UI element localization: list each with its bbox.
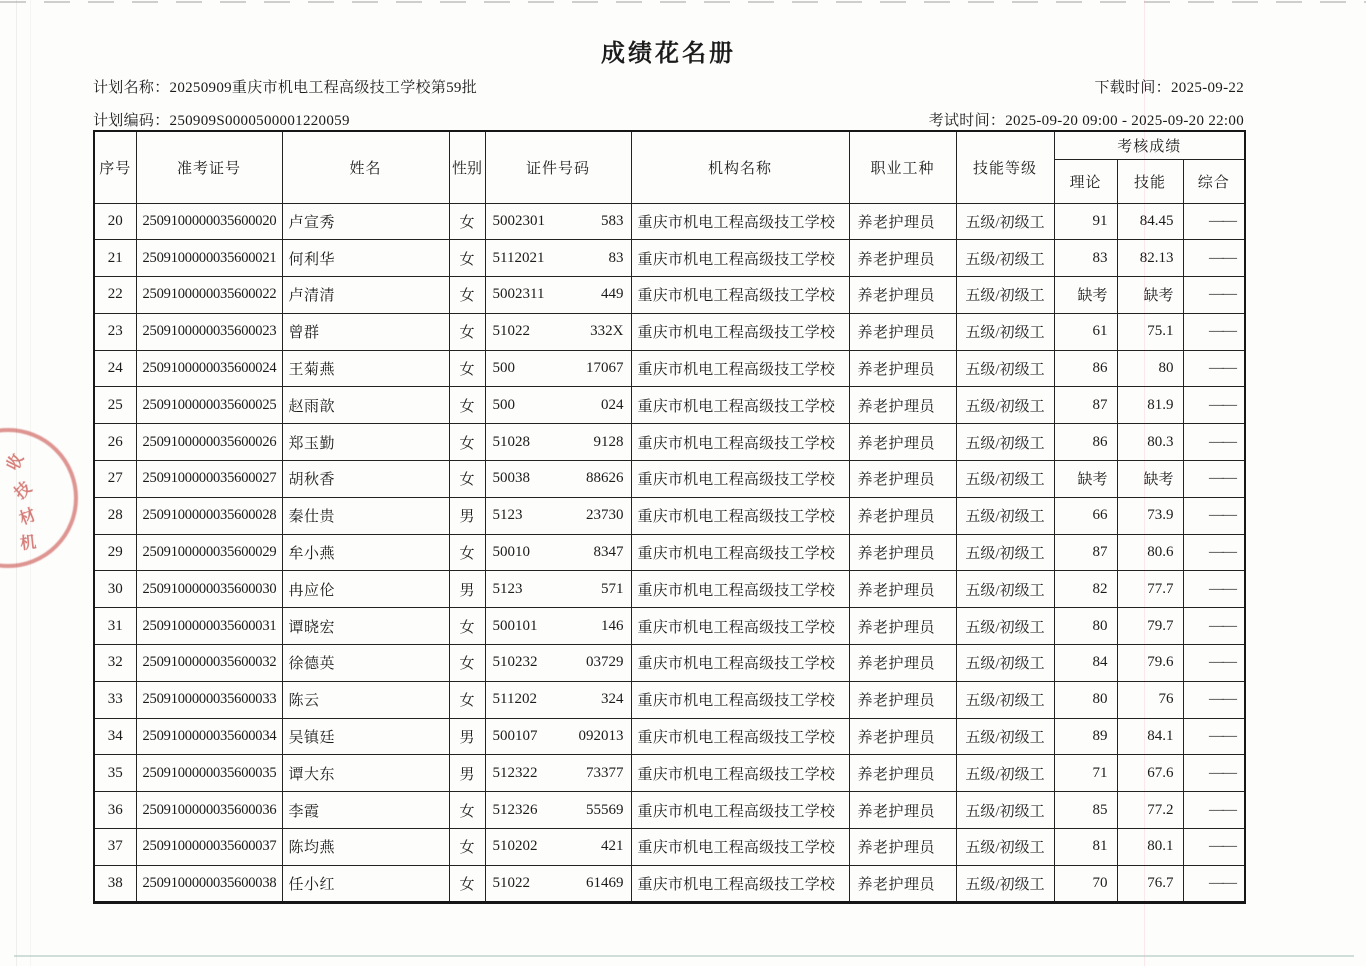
cell-row-number: 26 bbox=[94, 424, 136, 461]
cell-gender: 女 bbox=[449, 681, 485, 718]
cell-occupation: 养老护理员 bbox=[849, 387, 956, 424]
cell-skill-score: 80 bbox=[1117, 350, 1183, 387]
scan-artifact-bottom-edge bbox=[14, 955, 1354, 957]
cell-theory-score: 61 bbox=[1054, 313, 1117, 350]
cell-theory-score: 85 bbox=[1054, 792, 1117, 829]
cell-id-number: 5002311 449 bbox=[485, 277, 631, 314]
cell-org-name: 重庆市机电工程高级技工学校 bbox=[631, 313, 849, 350]
cell-id-number: 511202 324 bbox=[485, 681, 631, 718]
cell-exam-id: 2509100000035600028 bbox=[136, 497, 282, 534]
cell-id-number: 500101 146 bbox=[485, 608, 631, 645]
cell-id-number: 500 024 bbox=[485, 387, 631, 424]
cell-id-number: 50038 88626 bbox=[485, 461, 631, 498]
cell-name: 曾群 bbox=[282, 313, 449, 350]
table-row bbox=[94, 277, 1245, 314]
exam-time-value: 2025-09-20 09:00 - 2025-09-20 22:00 bbox=[1005, 113, 1244, 129]
cell-gender: 女 bbox=[449, 792, 485, 829]
cell-overall-score: —— bbox=[1183, 277, 1245, 314]
cell-overall-score: —— bbox=[1183, 608, 1245, 645]
cell-skill-level: 五级/初级工 bbox=[956, 313, 1054, 350]
cell-name: 徐德英 bbox=[282, 645, 449, 682]
cell-gender: 女 bbox=[449, 645, 485, 682]
table-row bbox=[94, 203, 1245, 240]
cell-id-number: 5002301 583 bbox=[485, 203, 631, 240]
cell-row-number: 28 bbox=[94, 497, 136, 534]
cell-skill-score: 76 bbox=[1117, 681, 1183, 718]
scan-artifact-top-edge bbox=[0, 1, 1366, 3]
cell-skill-level: 五级/初级工 bbox=[956, 718, 1054, 755]
cell-name: 陈均燕 bbox=[282, 829, 449, 866]
cell-skill-level: 五级/初级工 bbox=[956, 534, 1054, 571]
cell-occupation: 养老护理员 bbox=[849, 313, 956, 350]
table-row bbox=[94, 534, 1245, 571]
table-row bbox=[94, 645, 1245, 682]
exam-time-line bbox=[929, 111, 1244, 131]
cell-gender: 女 bbox=[449, 240, 485, 277]
cell-row-number: 32 bbox=[94, 645, 136, 682]
cell-exam-id: 2509100000035600027 bbox=[136, 461, 282, 498]
cell-skill-score: 80.6 bbox=[1117, 534, 1183, 571]
cell-name: 冉应伦 bbox=[282, 571, 449, 608]
cell-row-number: 30 bbox=[94, 571, 136, 608]
cell-id-number: 512326 55569 bbox=[485, 792, 631, 829]
cell-exam-id: 2509100000035600032 bbox=[136, 645, 282, 682]
seal-glyph: 技 bbox=[11, 479, 35, 503]
cell-theory-score: 87 bbox=[1054, 534, 1117, 571]
cell-skill-score: 84.1 bbox=[1117, 718, 1183, 755]
cell-org-name: 重庆市机电工程高级技工学校 bbox=[631, 792, 849, 829]
cell-row-number: 20 bbox=[94, 203, 136, 240]
cell-name: 赵雨歆 bbox=[282, 387, 449, 424]
cell-org-name: 重庆市机电工程高级技工学校 bbox=[631, 608, 849, 645]
cell-exam-id: 2509100000035600024 bbox=[136, 350, 282, 387]
cell-org-name: 重庆市机电工程高级技工学校 bbox=[631, 829, 849, 866]
cell-exam-id: 2509100000035600030 bbox=[136, 571, 282, 608]
cell-occupation: 养老护理员 bbox=[849, 792, 956, 829]
col-header-score-group: 考核成绩 bbox=[1054, 131, 1245, 159]
plan-code-label: 计划编码： bbox=[93, 113, 170, 129]
cell-org-name: 重庆市机电工程高级技工学校 bbox=[631, 350, 849, 387]
cell-occupation: 养老护理员 bbox=[849, 829, 956, 866]
cell-name: 吴镇廷 bbox=[282, 718, 449, 755]
table-row bbox=[94, 350, 1245, 387]
table-row bbox=[94, 240, 1245, 277]
table-row bbox=[94, 755, 1245, 792]
cell-overall-score: —— bbox=[1183, 829, 1245, 866]
download-time-label: 下载时间： bbox=[1094, 80, 1171, 96]
download-time-line bbox=[1094, 78, 1244, 98]
cell-id-number: 510232 03729 bbox=[485, 645, 631, 682]
cell-skill-level: 五级/初级工 bbox=[956, 645, 1054, 682]
page-title: 成绩花名册 bbox=[601, 41, 736, 67]
cell-gender: 女 bbox=[449, 608, 485, 645]
table-row bbox=[94, 497, 1245, 534]
cell-row-number: 22 bbox=[94, 277, 136, 314]
seal-glyph: 材 bbox=[17, 506, 39, 529]
cell-theory-score: 缺考 bbox=[1054, 277, 1117, 314]
cell-theory-score: 87 bbox=[1054, 387, 1117, 424]
table-row bbox=[94, 461, 1245, 498]
cell-row-number: 37 bbox=[94, 829, 136, 866]
cell-skill-score: 75.1 bbox=[1117, 313, 1183, 350]
plan-code-line bbox=[93, 111, 350, 131]
cell-name: 谭大东 bbox=[282, 755, 449, 792]
cell-overall-score: —— bbox=[1183, 681, 1245, 718]
cell-occupation: 养老护理员 bbox=[849, 571, 956, 608]
plan-name-value: 20250909重庆市机电工程高级技工学校第59批 bbox=[169, 80, 478, 96]
cell-overall-score: —— bbox=[1183, 497, 1245, 534]
cell-name: 卢清清 bbox=[282, 277, 449, 314]
cell-org-name: 重庆市机电工程高级技工学校 bbox=[631, 534, 849, 571]
cell-theory-score: 82 bbox=[1054, 571, 1117, 608]
cell-name: 何利华 bbox=[282, 240, 449, 277]
cell-skill-level: 五级/初级工 bbox=[956, 829, 1054, 866]
cell-gender: 男 bbox=[449, 497, 485, 534]
col-header-name: 姓名 bbox=[282, 131, 449, 203]
cell-theory-score: 86 bbox=[1054, 424, 1117, 461]
plan-name-line bbox=[93, 78, 477, 98]
table-row bbox=[94, 681, 1245, 718]
cell-occupation: 养老护理员 bbox=[849, 424, 956, 461]
cell-skill-score: 缺考 bbox=[1117, 277, 1183, 314]
cell-org-name: 重庆市机电工程高级技工学校 bbox=[631, 681, 849, 718]
cell-theory-score: 70 bbox=[1054, 865, 1117, 902]
cell-org-name: 重庆市机电工程高级技工学校 bbox=[631, 203, 849, 240]
cell-skill-score: 67.6 bbox=[1117, 755, 1183, 792]
download-time-value: 2025-09-22 bbox=[1171, 80, 1244, 96]
cell-org-name: 重庆市机电工程高级技工学校 bbox=[631, 865, 849, 902]
cell-occupation: 养老护理员 bbox=[849, 497, 956, 534]
cell-exam-id: 2509100000035600022 bbox=[136, 277, 282, 314]
cell-skill-score: 77.2 bbox=[1117, 792, 1183, 829]
col-header-skill-level: 技能等级 bbox=[956, 131, 1054, 203]
cell-org-name: 重庆市机电工程高级技工学校 bbox=[631, 718, 849, 755]
col-header-overall: 综合 bbox=[1183, 159, 1245, 203]
cell-skill-level: 五级/初级工 bbox=[956, 240, 1054, 277]
cell-skill-level: 五级/初级工 bbox=[956, 461, 1054, 498]
col-header-occupation: 职业工种 bbox=[849, 131, 956, 203]
cell-skill-score: 76.7 bbox=[1117, 865, 1183, 902]
cell-name: 胡秋香 bbox=[282, 461, 449, 498]
cell-theory-score: 80 bbox=[1054, 681, 1117, 718]
cell-theory-score: 83 bbox=[1054, 240, 1117, 277]
table-row bbox=[94, 424, 1245, 461]
table-row bbox=[94, 792, 1245, 829]
cell-org-name: 重庆市机电工程高级技工学校 bbox=[631, 424, 849, 461]
cell-skill-level: 五级/初级工 bbox=[956, 350, 1054, 387]
cell-id-number: 5123 571 bbox=[485, 571, 631, 608]
cell-gender: 女 bbox=[449, 424, 485, 461]
table-row bbox=[94, 865, 1245, 902]
table-row bbox=[94, 608, 1245, 645]
score-table-body bbox=[94, 203, 1245, 902]
cell-gender: 女 bbox=[449, 461, 485, 498]
plan-code-value: 250909S0000500001220059 bbox=[169, 113, 350, 129]
cell-exam-id: 2509100000035600021 bbox=[136, 240, 282, 277]
cell-name: 卢宣秀 bbox=[282, 203, 449, 240]
cell-overall-score: —— bbox=[1183, 645, 1245, 682]
cell-id-number: 510202 421 bbox=[485, 829, 631, 866]
cell-skill-score: 80.3 bbox=[1117, 424, 1183, 461]
cell-skill-score: 73.9 bbox=[1117, 497, 1183, 534]
cell-overall-score: —— bbox=[1183, 424, 1245, 461]
cell-row-number: 38 bbox=[94, 865, 136, 902]
cell-id-number: 500107 092013 bbox=[485, 718, 631, 755]
cell-theory-score: 缺考 bbox=[1054, 461, 1117, 498]
exam-time-label: 考试时间： bbox=[928, 113, 1006, 129]
cell-name: 任小红 bbox=[282, 865, 449, 902]
cell-exam-id: 2509100000035600025 bbox=[136, 387, 282, 424]
cell-org-name: 重庆市机电工程高级技工学校 bbox=[631, 277, 849, 314]
cell-skill-level: 五级/初级工 bbox=[956, 203, 1054, 240]
cell-exam-id: 2509100000035600026 bbox=[136, 424, 282, 461]
cell-id-number: 51028 9128 bbox=[485, 424, 631, 461]
cell-occupation: 养老护理员 bbox=[849, 645, 956, 682]
col-header-skill: 技能 bbox=[1117, 159, 1183, 203]
cell-occupation: 养老护理员 bbox=[849, 534, 956, 571]
cell-occupation: 养老护理员 bbox=[849, 203, 956, 240]
cell-occupation: 养老护理员 bbox=[849, 350, 956, 387]
cell-theory-score: 84 bbox=[1054, 645, 1117, 682]
plan-name-label: 计划名称： bbox=[93, 80, 170, 96]
cell-skill-level: 五级/初级工 bbox=[956, 571, 1054, 608]
cell-occupation: 养老护理员 bbox=[849, 608, 956, 645]
col-header-id-number: 证件号码 bbox=[485, 131, 631, 203]
cell-row-number: 35 bbox=[94, 755, 136, 792]
cell-org-name: 重庆市机电工程高级技工学校 bbox=[631, 461, 849, 498]
cell-gender: 女 bbox=[449, 829, 485, 866]
col-header-org-name: 机构名称 bbox=[631, 131, 849, 203]
official-seal-stamp bbox=[0, 428, 78, 568]
cell-skill-score: 81.9 bbox=[1117, 387, 1183, 424]
cell-occupation: 养老护理员 bbox=[849, 718, 956, 755]
cell-row-number: 34 bbox=[94, 718, 136, 755]
cell-overall-score: —— bbox=[1183, 755, 1245, 792]
cell-skill-level: 五级/初级工 bbox=[956, 792, 1054, 829]
cell-org-name: 重庆市机电工程高级技工学校 bbox=[631, 755, 849, 792]
cell-name: 陈云 bbox=[282, 681, 449, 718]
cell-name: 谭晓宏 bbox=[282, 608, 449, 645]
cell-row-number: 23 bbox=[94, 313, 136, 350]
document-meta bbox=[93, 78, 1244, 131]
cell-row-number: 36 bbox=[94, 792, 136, 829]
cell-gender: 女 bbox=[449, 313, 485, 350]
col-header-exam-id: 准考证号 bbox=[136, 131, 282, 203]
cell-id-number: 500 17067 bbox=[485, 350, 631, 387]
cell-exam-id: 2509100000035600035 bbox=[136, 755, 282, 792]
cell-id-number: 50010 8347 bbox=[485, 534, 631, 571]
cell-gender: 女 bbox=[449, 534, 485, 571]
cell-org-name: 重庆市机电工程高级技工学校 bbox=[631, 387, 849, 424]
cell-gender: 男 bbox=[449, 718, 485, 755]
cell-overall-score: —— bbox=[1183, 718, 1245, 755]
cell-exam-id: 2509100000035600023 bbox=[136, 313, 282, 350]
table-header bbox=[94, 131, 1245, 203]
cell-occupation: 养老护理员 bbox=[849, 240, 956, 277]
cell-id-number: 5112021 83 bbox=[485, 240, 631, 277]
cell-gender: 男 bbox=[449, 755, 485, 792]
cell-skill-score: 缺考 bbox=[1117, 461, 1183, 498]
cell-org-name: 重庆市机电工程高级技工学校 bbox=[631, 571, 849, 608]
cell-skill-level: 五级/初级工 bbox=[956, 681, 1054, 718]
cell-theory-score: 81 bbox=[1054, 829, 1117, 866]
cell-row-number: 24 bbox=[94, 350, 136, 387]
cell-exam-id: 2509100000035600033 bbox=[136, 681, 282, 718]
scan-artifact-left-edge-2 bbox=[30, 0, 31, 966]
cell-name: 牟小燕 bbox=[282, 534, 449, 571]
cell-theory-score: 66 bbox=[1054, 497, 1117, 534]
cell-org-name: 重庆市机电工程高级技工学校 bbox=[631, 497, 849, 534]
seal-glyph: 机 bbox=[19, 534, 38, 553]
cell-theory-score: 89 bbox=[1054, 718, 1117, 755]
score-roster-table bbox=[93, 130, 1246, 904]
cell-id-number: 51022 332X bbox=[485, 313, 631, 350]
cell-occupation: 养老护理员 bbox=[849, 865, 956, 902]
cell-overall-score: —— bbox=[1183, 461, 1245, 498]
cell-overall-score: —— bbox=[1183, 350, 1245, 387]
table-row bbox=[94, 571, 1245, 608]
cell-skill-level: 五级/初级工 bbox=[956, 755, 1054, 792]
cell-exam-id: 2509100000035600020 bbox=[136, 203, 282, 240]
cell-row-number: 33 bbox=[94, 681, 136, 718]
cell-skill-level: 五级/初级工 bbox=[956, 387, 1054, 424]
cell-name: 李霞 bbox=[282, 792, 449, 829]
cell-row-number: 21 bbox=[94, 240, 136, 277]
cell-id-number: 51022 61469 bbox=[485, 865, 631, 902]
cell-skill-level: 五级/初级工 bbox=[956, 865, 1054, 902]
cell-overall-score: —— bbox=[1183, 865, 1245, 902]
seal-glyph: 收 bbox=[4, 451, 27, 474]
cell-skill-score: 82.13 bbox=[1117, 240, 1183, 277]
cell-org-name: 重庆市机电工程高级技工学校 bbox=[631, 645, 849, 682]
cell-skill-level: 五级/初级工 bbox=[956, 497, 1054, 534]
cell-theory-score: 91 bbox=[1054, 203, 1117, 240]
cell-overall-score: —— bbox=[1183, 571, 1245, 608]
cell-overall-score: —— bbox=[1183, 534, 1245, 571]
cell-theory-score: 80 bbox=[1054, 608, 1117, 645]
cell-overall-score: —— bbox=[1183, 203, 1245, 240]
cell-skill-score: 79.7 bbox=[1117, 608, 1183, 645]
cell-overall-score: —— bbox=[1183, 313, 1245, 350]
cell-gender: 女 bbox=[449, 277, 485, 314]
cell-name: 王菊燕 bbox=[282, 350, 449, 387]
cell-name: 秦仕贵 bbox=[282, 497, 449, 534]
cell-overall-score: —— bbox=[1183, 240, 1245, 277]
cell-occupation: 养老护理员 bbox=[849, 755, 956, 792]
cell-exam-id: 2509100000035600038 bbox=[136, 865, 282, 902]
cell-overall-score: —— bbox=[1183, 387, 1245, 424]
cell-row-number: 25 bbox=[94, 387, 136, 424]
cell-skill-level: 五级/初级工 bbox=[956, 608, 1054, 645]
cell-name: 郑玉勤 bbox=[282, 424, 449, 461]
table-row bbox=[94, 387, 1245, 424]
cell-skill-score: 84.45 bbox=[1117, 203, 1183, 240]
cell-theory-score: 86 bbox=[1054, 350, 1117, 387]
cell-exam-id: 2509100000035600031 bbox=[136, 608, 282, 645]
cell-row-number: 31 bbox=[94, 608, 136, 645]
cell-skill-score: 80.1 bbox=[1117, 829, 1183, 866]
cell-gender: 女 bbox=[449, 865, 485, 902]
cell-occupation: 养老护理员 bbox=[849, 681, 956, 718]
cell-gender: 女 bbox=[449, 350, 485, 387]
cell-occupation: 养老护理员 bbox=[849, 461, 956, 498]
cell-skill-score: 77.7 bbox=[1117, 571, 1183, 608]
cell-overall-score: —— bbox=[1183, 792, 1245, 829]
cell-id-number: 5123 23730 bbox=[485, 497, 631, 534]
cell-org-name: 重庆市机电工程高级技工学校 bbox=[631, 240, 849, 277]
cell-exam-id: 2509100000035600036 bbox=[136, 792, 282, 829]
cell-gender: 女 bbox=[449, 203, 485, 240]
cell-occupation: 养老护理员 bbox=[849, 277, 956, 314]
col-header-row-number: 序号 bbox=[94, 131, 136, 203]
cell-exam-id: 2509100000035600037 bbox=[136, 829, 282, 866]
col-header-theory: 理论 bbox=[1054, 159, 1117, 203]
cell-skill-level: 五级/初级工 bbox=[956, 424, 1054, 461]
cell-row-number: 27 bbox=[94, 461, 136, 498]
cell-row-number: 29 bbox=[94, 534, 136, 571]
table-row bbox=[94, 718, 1245, 755]
cell-exam-id: 2509100000035600029 bbox=[136, 534, 282, 571]
cell-gender: 女 bbox=[449, 387, 485, 424]
cell-theory-score: 71 bbox=[1054, 755, 1117, 792]
table-row bbox=[94, 829, 1245, 866]
cell-id-number: 512322 73377 bbox=[485, 755, 631, 792]
cell-skill-level: 五级/初级工 bbox=[956, 277, 1054, 314]
cell-exam-id: 2509100000035600034 bbox=[136, 718, 282, 755]
table-row bbox=[94, 313, 1245, 350]
cell-skill-score: 79.6 bbox=[1117, 645, 1183, 682]
cell-gender: 男 bbox=[449, 571, 485, 608]
col-header-gender: 性别 bbox=[449, 131, 485, 203]
